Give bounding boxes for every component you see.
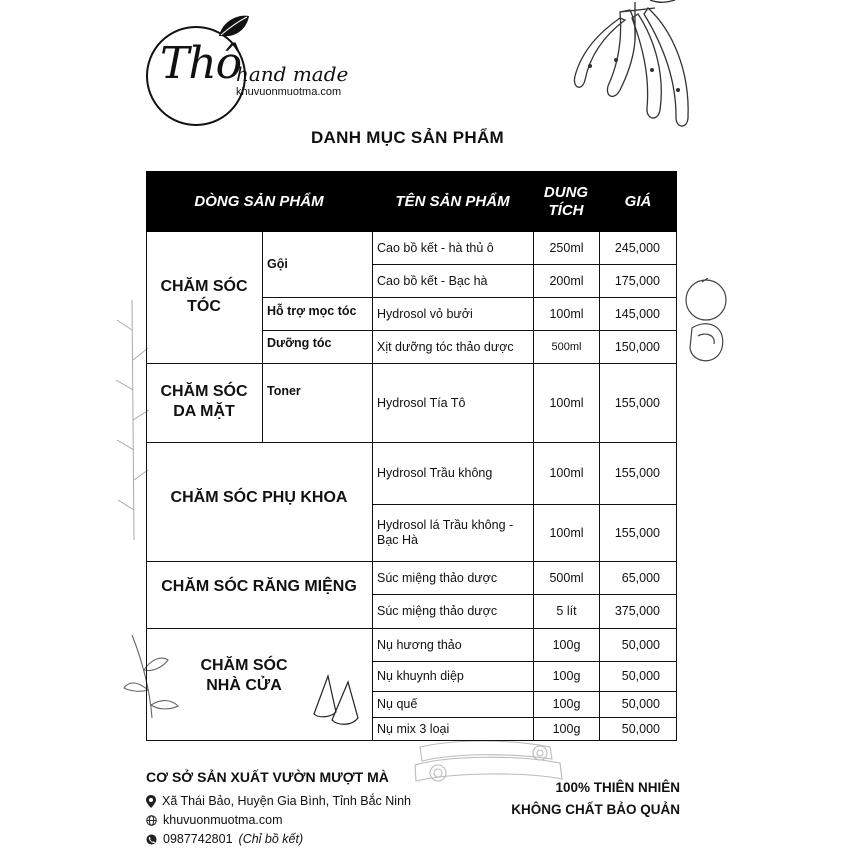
website-link[interactable]: khuvuonmuotma.com xyxy=(163,813,283,827)
company-name: CƠ SỞ SẢN XUẤT VƯỜN MƯỢT MÀ xyxy=(146,769,389,785)
product-name: Hydrosol Tía Tô xyxy=(377,395,466,410)
address-text: Xã Thái Bảo, Huyện Gia Bình, Tỉnh Bắc Ninh xyxy=(162,794,411,808)
header-price: GIÁ xyxy=(599,171,677,232)
product-volume: 100ml xyxy=(549,466,584,480)
page-title: DANH MỤC SẢN PHẨM xyxy=(310,128,505,147)
product-price: 155,000 xyxy=(614,466,660,480)
claim-no-preservatives: KHÔNG CHẤT BẢO QUẢN xyxy=(511,802,680,817)
product-volume: 100g xyxy=(552,697,581,711)
claim-natural: 100% THIÊN NHIÊN xyxy=(555,780,680,795)
subcategory-hair-conditioning: Dưỡng tóc xyxy=(267,336,332,350)
product-volume: 250ml xyxy=(549,241,584,255)
fruit-sketch xyxy=(672,278,732,368)
product-name: Nụ khuynh diệp xyxy=(377,669,464,683)
product-name: Cao bồ kết - Bạc hà xyxy=(377,273,488,288)
product-price: 175,000 xyxy=(614,273,660,288)
product-claims xyxy=(470,777,680,821)
product-price: 50,000 xyxy=(621,669,660,683)
product-price: 245,000 xyxy=(614,241,660,255)
product-price: 50,000 xyxy=(621,637,660,652)
product-name: Nụ quế xyxy=(377,697,418,711)
phone-row xyxy=(146,832,303,846)
header-product-line: DÒNG SẢN PHẨM xyxy=(146,171,372,232)
logo-script-text: hand made xyxy=(236,62,349,86)
product-name: Hydrosol Trầu không xyxy=(377,466,493,480)
product-name: Nụ mix 3 loại xyxy=(377,721,450,736)
product-volume: 200ml xyxy=(549,273,584,288)
phone-note: (Chỉ bồ kết) xyxy=(238,832,304,846)
phone-number[interactable]: 0987742801 xyxy=(163,832,233,846)
website-row xyxy=(146,813,283,827)
header-volume: DUNG TÍCH xyxy=(533,171,599,232)
product-volume: 500ml xyxy=(551,340,582,353)
subcategory-toner: Toner xyxy=(267,384,301,398)
product-price: 50,000 xyxy=(621,721,660,736)
product-price: 65,000 xyxy=(621,570,660,585)
table-border-right xyxy=(676,232,677,741)
product-name: Xịt dưỡng tóc thảo dược xyxy=(377,339,514,354)
category-face-care: CHĂM SÓC DA MẶT xyxy=(160,383,248,420)
product-name: Súc miệng thảo dược xyxy=(377,604,498,618)
product-volume: 100g xyxy=(552,669,581,683)
category-hair-care: CHĂM SÓC TÓC xyxy=(160,278,248,315)
product-name: Hydrosol lá Trầu không - Bạc Hà xyxy=(377,518,514,547)
product-volume: 5 lít xyxy=(556,604,577,618)
product-volume: 100ml xyxy=(549,525,584,540)
product-volume: 500ml xyxy=(549,570,584,585)
product-price: 155,000 xyxy=(614,525,660,540)
category-oral-care: CHĂM SÓC RĂNG MIỆNG xyxy=(161,578,357,595)
logo-wordmark: Thô xyxy=(160,38,242,89)
product-volume: 100ml xyxy=(549,395,584,410)
tamarind-pods-illustration xyxy=(560,0,710,140)
product-volume: 100g xyxy=(552,721,581,736)
product-name: Súc miệng thảo dược xyxy=(377,570,498,585)
product-volume: 100ml xyxy=(549,306,584,321)
globe-icon xyxy=(146,815,157,826)
table-border-bottom xyxy=(146,740,677,741)
col-line-subcategory xyxy=(262,232,263,442)
product-price: 145,000 xyxy=(614,306,660,321)
product-volume: 100g xyxy=(552,637,581,652)
product-name: Cao bồ kết - hà thủ ô xyxy=(377,241,494,255)
product-price: 155,000 xyxy=(614,395,660,410)
product-price: 375,000 xyxy=(614,604,660,618)
product-price: 50,000 xyxy=(621,697,660,711)
leaf-icon xyxy=(217,14,251,40)
product-price: 150,000 xyxy=(614,339,660,354)
address-row xyxy=(146,794,411,808)
category-home-care: CHĂM SÓC NHÀ CỬA xyxy=(200,657,288,694)
phone-icon xyxy=(146,834,157,845)
product-table xyxy=(146,171,677,741)
logo-url: khuvuonmuotma.com xyxy=(236,86,342,98)
header-product-name: TÊN SẢN PHẨM xyxy=(372,171,533,232)
incense-cone-illustration xyxy=(306,668,366,728)
product-name: Nụ hương thảo xyxy=(377,637,462,652)
location-pin-icon xyxy=(146,795,156,808)
category-feminine-care: CHĂM SÓC PHỤ KHOA xyxy=(170,489,348,506)
subcategory-shampoo: Gội xyxy=(267,257,288,271)
product-name: Hydrosol vỏ bưởi xyxy=(377,306,473,321)
subcategory-hair-growth: Hỗ trợ mọc tóc xyxy=(267,304,357,318)
